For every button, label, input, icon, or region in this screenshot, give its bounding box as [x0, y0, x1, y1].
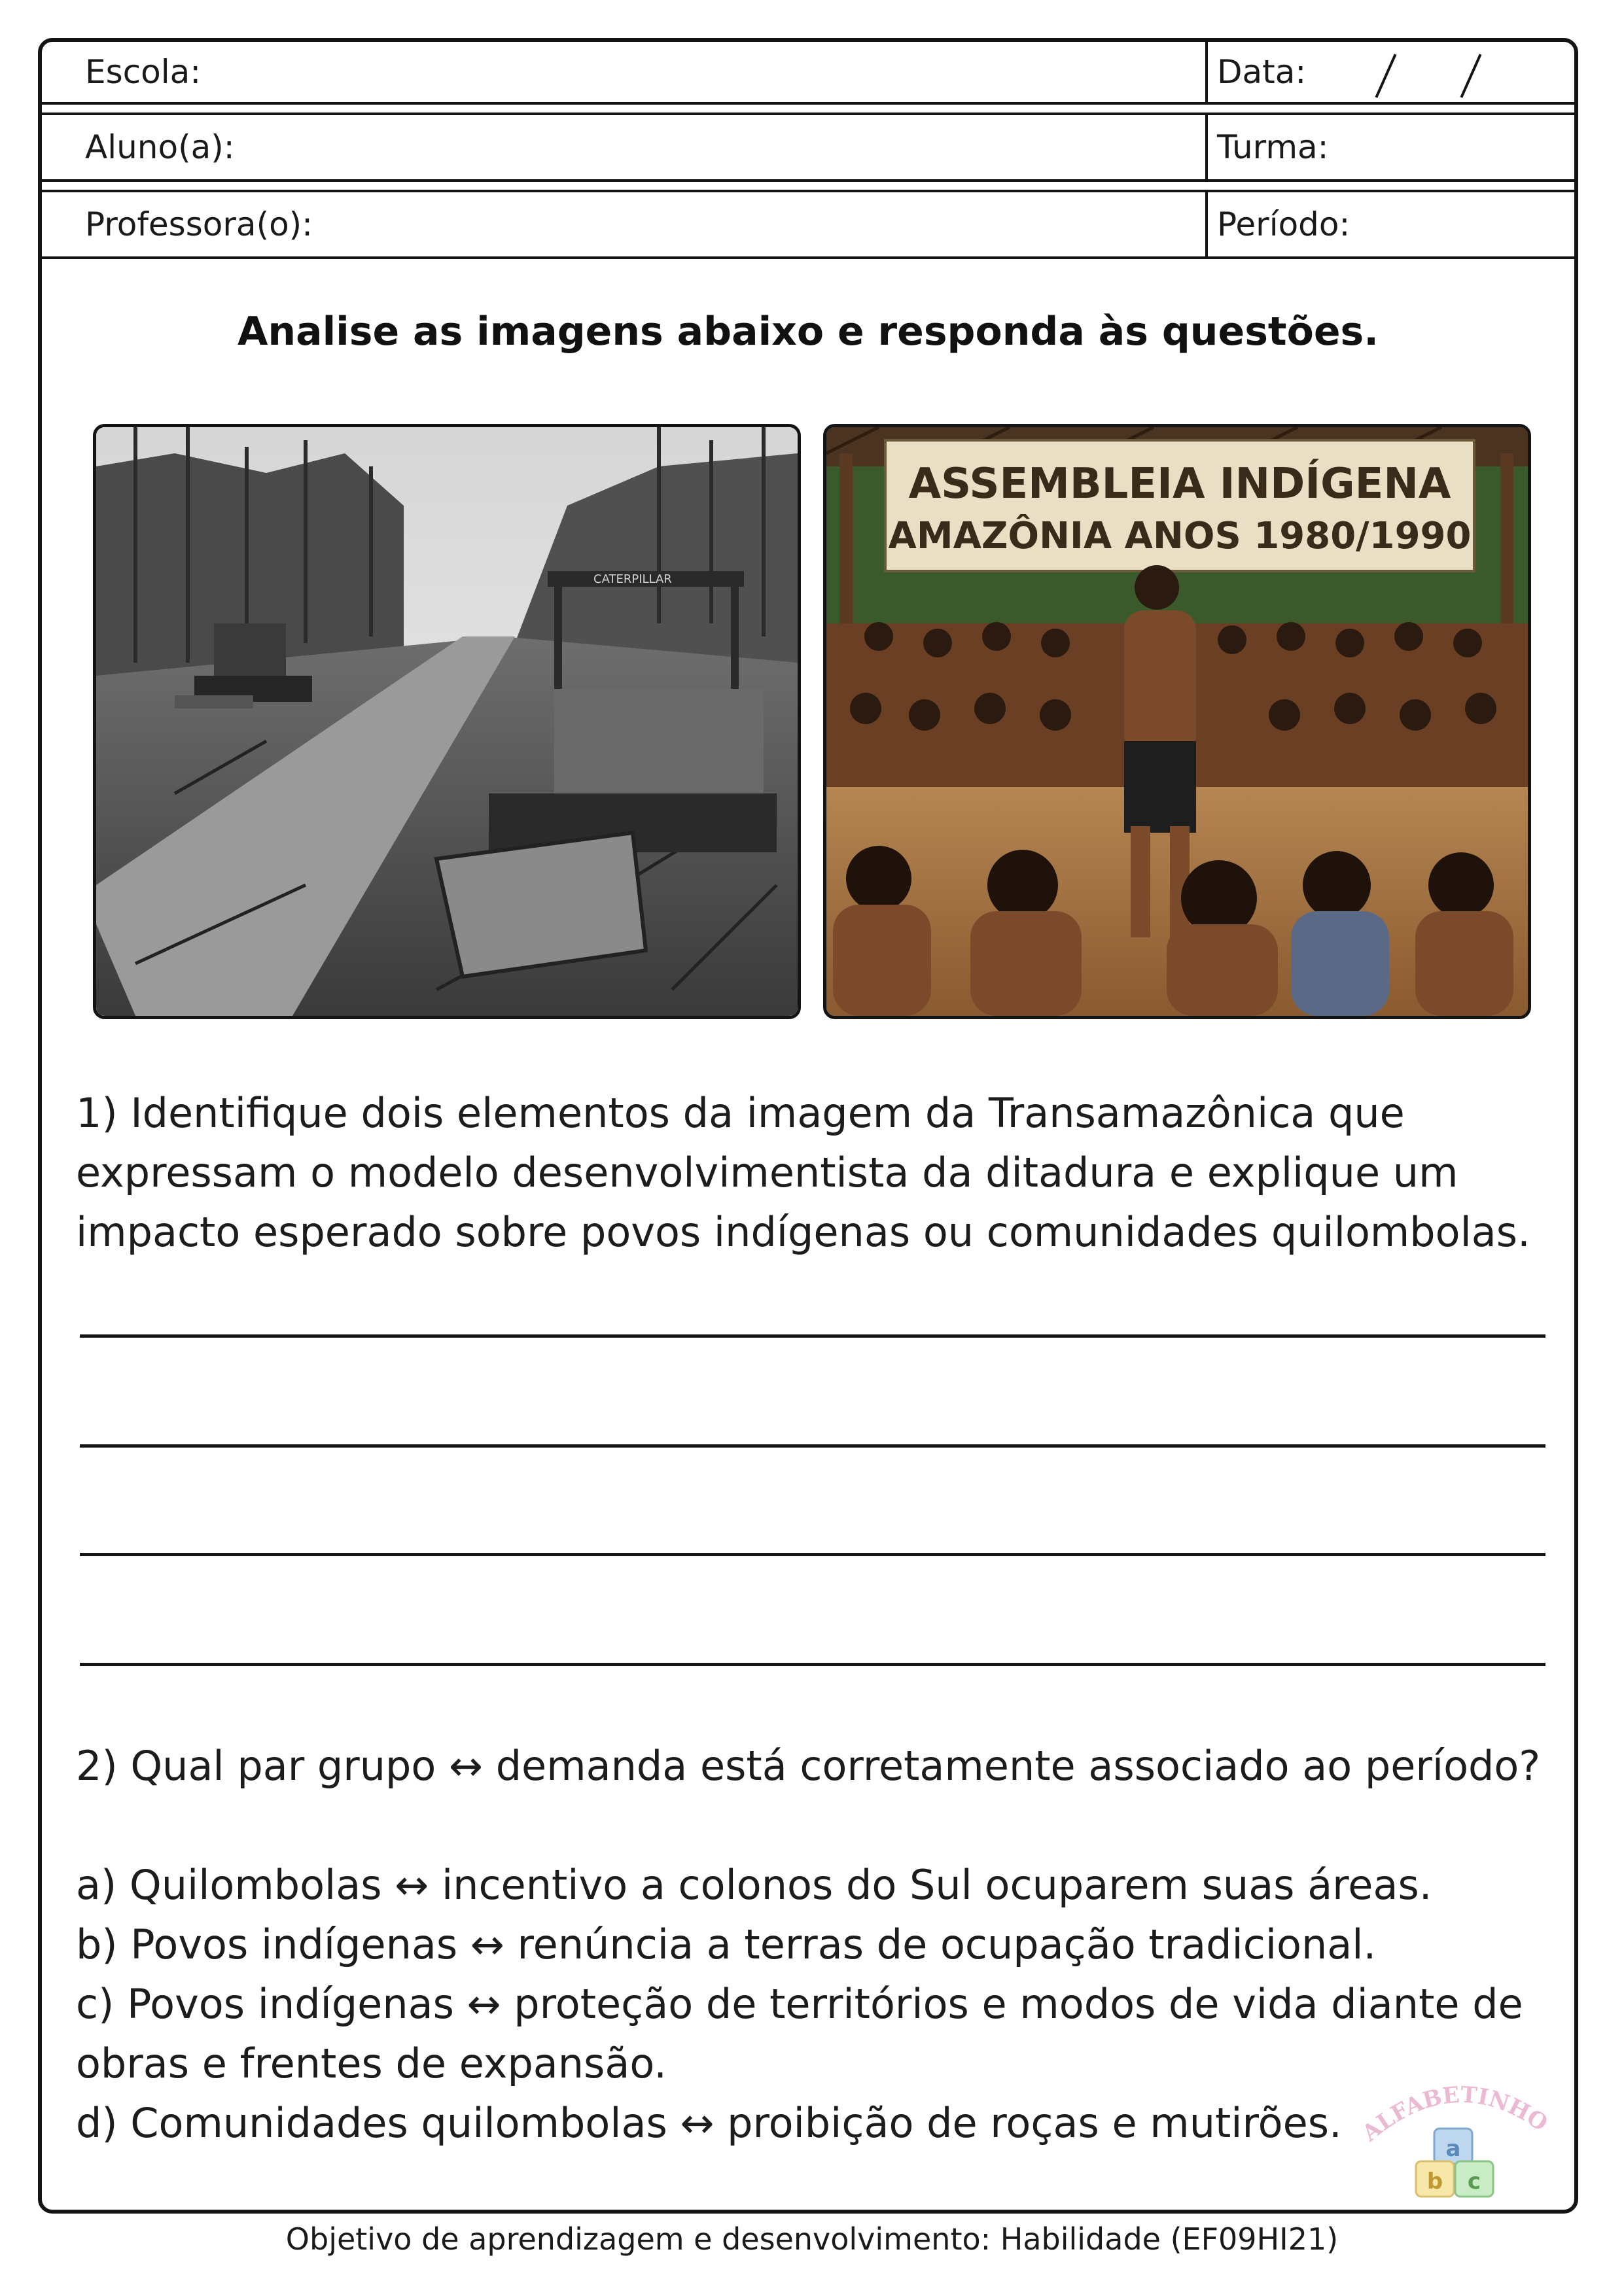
- logo-block-b: b: [1426, 2168, 1443, 2195]
- data-label: Data:: [1217, 53, 1307, 91]
- date-slash-2: [1460, 54, 1482, 97]
- header-row-school: [42, 42, 1574, 102]
- question-1: [76, 1083, 1548, 1262]
- logo-block-a: a: [1445, 2136, 1461, 2162]
- question-2-options: [76, 1855, 1548, 2153]
- escola-label: Escola:: [85, 53, 202, 91]
- option-b[interactable]: b) Povos indígenas ↔ renúncia a terras de ocupação tradicional.: [76, 1921, 1377, 1968]
- option-d[interactable]: d) Comunidades quilombolas ↔ proibição de roças e mutirões.: [76, 2099, 1342, 2147]
- header-divider: [42, 256, 1574, 259]
- header-row-teacher: [42, 192, 1574, 256]
- option-c-continued: obras e frentes de expansão.: [76, 2040, 667, 2087]
- escola-field[interactable]: [42, 42, 1208, 102]
- answer-line-1[interactable]: [80, 1334, 1545, 1338]
- page-title: Analise as imagens abaixo e responda às questões.: [237, 309, 1379, 355]
- option-a[interactable]: a) Quilombolas ↔ incentivo a colonos do Sul ocuparem suas áreas.: [76, 1861, 1432, 1909]
- question-1-line: expressam o modelo desenvolvimentista da ditadura e explique um: [76, 1149, 1458, 1196]
- logo-block-c: c: [1467, 2168, 1481, 2195]
- aluno-label: Aluno(a):: [85, 128, 235, 166]
- date-slash-1: [1375, 54, 1397, 97]
- logo-text: ALFABETINHO: [1357, 2081, 1553, 2147]
- turma-field[interactable]: [1208, 115, 1574, 179]
- banner-line-1: ASSEMBLEIA INDÍGENA: [908, 460, 1451, 508]
- banner-line-2: AMAZÔNIA ANOS 1980/1990: [888, 515, 1472, 557]
- periodo-label: Período:: [1217, 205, 1350, 243]
- professor-label: Professora(o):: [85, 205, 313, 243]
- periodo-field[interactable]: [1208, 192, 1574, 256]
- machine-brand-text: CATERPILLAR: [593, 572, 672, 586]
- question-1-line: impacto esperado sobre povos indígenas ou comunidades quilombolas.: [76, 1208, 1530, 1256]
- header-row-student: [42, 115, 1574, 179]
- alfabetinho-logo: [1350, 2063, 1573, 2200]
- answer-line-3[interactable]: [80, 1553, 1545, 1556]
- aluno-field[interactable]: [42, 115, 1208, 179]
- turma-label: Turma:: [1217, 128, 1329, 166]
- question-1-line: 1) Identifique dois elementos da imagem da Transamazônica que: [76, 1089, 1405, 1137]
- worksheet-frame: [38, 38, 1578, 2214]
- header-divider: [42, 179, 1574, 182]
- option-c[interactable]: c) Povos indígenas ↔ proteção de territórios e modos de vida diante de: [76, 1980, 1523, 2028]
- header-divider: [42, 102, 1574, 105]
- answer-line-4[interactable]: [80, 1663, 1545, 1666]
- transamazonica-photo: [93, 424, 801, 1019]
- learning-objective-footer: Objetivo de aprendizagem e desenvolvimento: Habilidade (EF09HI21): [285, 2221, 1339, 2257]
- professor-field[interactable]: [42, 192, 1208, 256]
- data-field[interactable]: [1208, 42, 1574, 102]
- assembleia-photo: [823, 424, 1531, 1019]
- answer-line-2[interactable]: [80, 1444, 1545, 1448]
- question-2-prompt: 2) Qual par grupo ↔ demanda está corretamente associado ao período?: [76, 1742, 1541, 1790]
